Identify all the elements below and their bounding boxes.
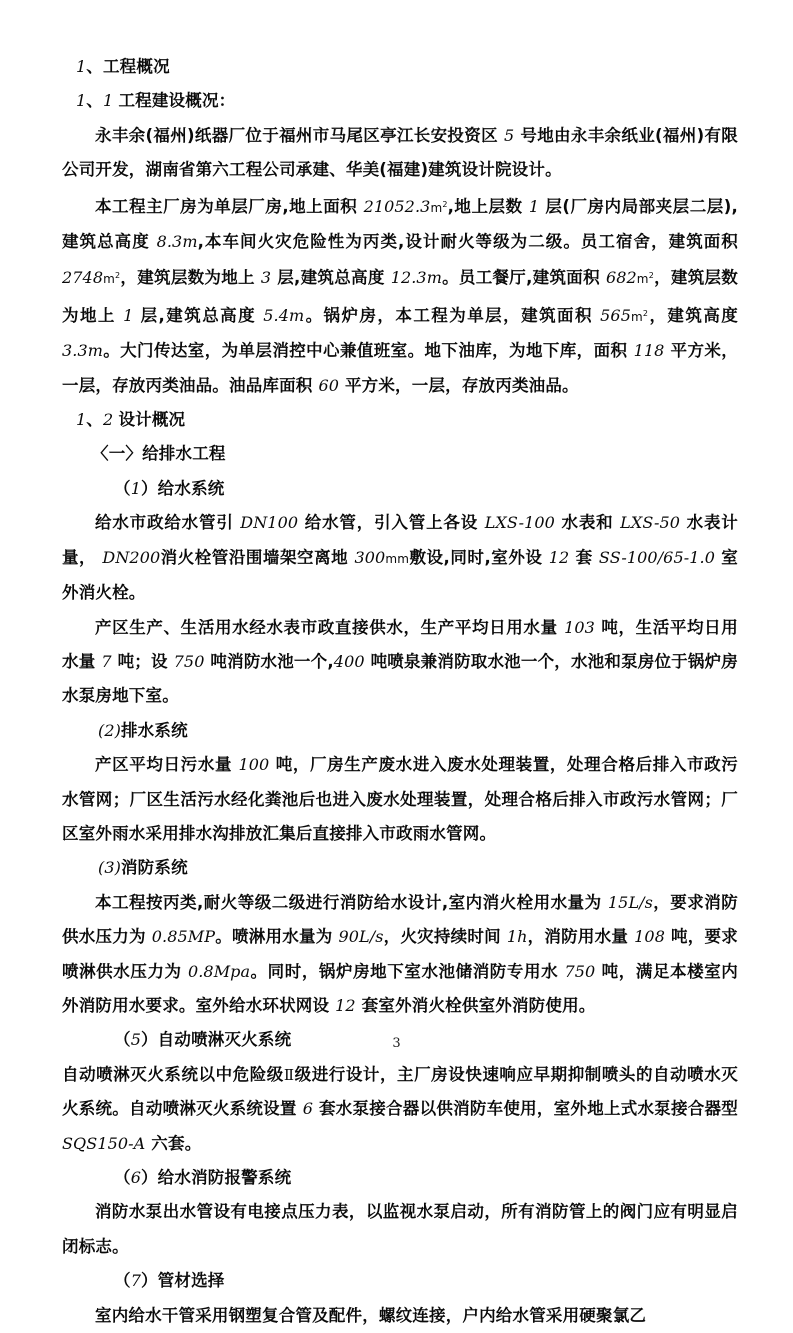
cjk-run: （ [114,1168,131,1187]
page-number: 3 [392,1036,401,1051]
latin-run: LXS-100 [484,513,555,533]
body-paragraph [62,748,738,851]
cjk-run: 、 [86,410,103,430]
cjk-run: 。大门传达室，为单层消控中心兼值班室。地下油库，为地下库，面积 [103,341,634,361]
cjk-run: ，建筑高度 [648,305,738,325]
cjk-run: ，要求消防供水压力为 [62,892,739,947]
latin-run: 103 [564,617,595,637]
cjk-run: 消防水泵出水管设有电接点压力表，以监视水泵启动，所有消防管上的阀门应有明显启闭标志。 [62,1202,738,1256]
latin-run: 60 [318,375,340,395]
latin-run: 3 [260,268,272,288]
latin-run: 6 [302,1099,313,1119]
page-body-text [62,50,738,1333]
latin-run: 108 [634,927,665,947]
latin-run: (3) [98,858,121,878]
body-paragraph [62,611,738,714]
cjk-run: ,本车间火灾危险性为丙类,设计耐火等级为二级。员工宿舍，建筑面积 [197,232,739,252]
cjk-run: 排水系统 [120,720,188,740]
unit-run: $m^2$ [430,199,448,215]
cjk-run: 室内给水干管采用钢塑复合管及配件，螺纹连接，户内给水管采用硬聚氯乙 [95,1305,647,1325]
cjk-run: 吨喷泉兼消防取水池一个，水池和泵房位于锅炉房 水泵房地下室。 [62,651,738,706]
latin-run: 2748 [62,268,104,288]
cjk-run: 产区生产、生活用水经水表市政直接供水，生产平均日用水量 [95,617,565,637]
cjk-run: 本工程主厂房为单层厂房,地上面积 [95,196,364,216]
latin-run: 750 [564,961,596,981]
cjk-run: 水表和 [554,513,621,533]
latin-run: 682 [605,268,637,288]
body-paragraph [62,119,738,188]
cjk-run: 给水管，引入管上各设 [298,513,485,533]
cjk-run: （ [114,478,131,498]
unit-run: $m^2$ [103,271,121,287]
latin-run: SQS150-A [62,1133,146,1153]
body-paragraph [62,886,738,1024]
cjk-run: 永丰余(福州)纸器厂位于福州市马尾区亭江长安投资区 [95,125,505,145]
section-heading [62,437,738,471]
section-heading [62,403,738,437]
cjk-run: 本工程按丙类,耐火等级二级进行消防给水设计,室内消火栓用水量为 [95,892,608,912]
latin-run: 1 [76,91,87,111]
latin-run: 21052.3 [363,196,431,216]
latin-run: 100 [238,755,270,775]
roman-numeral-run: Ⅱ [283,1065,295,1084]
latin-run: 0.8Mpa [187,961,251,981]
latin-run: 1 [123,305,134,325]
latin-run: 750 [173,651,205,671]
section-heading [62,472,738,506]
cjk-run: 六套。 [145,1133,202,1153]
cjk-run: 层,建筑总高度 [271,268,391,288]
section-heading [62,50,738,84]
latin-run: 12 [548,547,570,567]
cjk-run: 。锅炉房，本工程为单层，建筑面积 [304,305,601,325]
latin-run: 5 [504,125,515,145]
cjk-run: 。员工餐厅,建筑面积 [441,268,606,288]
cjk-run: （ [114,1030,131,1050]
cjk-run: ，火灾持续时间 [383,927,507,947]
latin-run: 300 [354,547,386,567]
latin-run: 400 [333,651,365,671]
cjk-run: 水表计量， [62,513,739,567]
latin-run: (2) [98,720,121,740]
cjk-run: 设计概况 [118,410,186,430]
cjk-run: 敷设,同时,室外设 [409,547,549,567]
cjk-run: 套水泵接合器以供消防车使用，室外地上式水泵接合器型 [312,1099,739,1119]
latin-run: 118 [633,341,665,361]
latin-run: 1 [528,196,540,216]
cjk-run: 、 [86,91,103,111]
cjk-run: 、工程概况 [86,57,170,76]
cjk-run: 给水市政给水管引 [95,513,241,533]
cjk-run: ）给水消防报警系统 [140,1168,292,1187]
cjk-run: 。同时，锅炉房地下室水池储消防专用水 [250,961,565,981]
latin-run: 2 [102,410,119,430]
cjk-run: ，消防用水量 [527,927,635,947]
cjk-run: 级进行设计，主厂房设快速响应早期抑制喷头的自动喷水灭火系统。自动喷淋灭火系统设置 [62,1064,738,1119]
cjk-run: 号地由永丰余纸业(福州)有限公司开发，湖南省第六工程公司承建、华美(福建)建筑设计院设计。 [62,125,738,180]
cjk-run: 产区平均日污水量 [95,755,239,775]
section-heading [62,84,738,118]
body-paragraph [62,1299,738,1333]
section-heading [62,851,738,885]
latin-run: 5.4m [263,305,305,325]
section-heading [62,1161,738,1195]
cjk-run: 室外消火栓。 [62,547,738,603]
body-paragraph [62,506,738,610]
cjk-run: 平方米，一层，存放丙类油品。油品库面积 [62,341,738,395]
cjk-run: ）给水系统 [140,478,225,498]
cjk-run: 吨，要求喷淋供水压力为 [62,927,738,981]
latin-run: 565 [600,305,631,325]
section-heading [62,714,738,748]
unit-run: $m^2$ [636,271,654,287]
latin-run: 5 [130,1030,141,1050]
cjk-run: 自动喷淋灭火系统以中危险级 [62,1064,284,1084]
body-paragraph [62,1195,738,1264]
body-paragraph [62,188,738,403]
cjk-run: ,地上层数 [447,196,529,216]
cjk-run: 平方米，一层，存放丙类油品。 [339,375,579,395]
cjk-run: ）管材选择 [140,1271,225,1291]
latin-run: 7 [130,1271,141,1291]
cjk-run: 消防系统 [120,858,188,878]
cjk-run: 层,建筑总高度 [133,305,264,325]
cjk-run: 消火栓管沿围墙架空离地 [160,547,355,567]
latin-run: 1 [130,478,141,498]
latin-run: 8.3m [156,232,198,252]
cjk-run: 。喷淋用水量为 [215,927,339,947]
cjk-run: ，建筑层数为地上 [62,268,739,325]
latin-run: 1 [76,410,87,430]
latin-run: DN100 [240,513,299,533]
body-paragraph [62,1058,738,1161]
latin-run: 90L/s [338,927,384,947]
cjk-run: 套室外消火栓供室外消防使用。 [355,995,596,1015]
latin-run: 12.3m [390,268,442,288]
latin-run: 0.85MP [151,927,216,947]
latin-run: 15L/s [607,892,653,912]
cjk-run: ）自动喷淋灭火系统 [140,1030,292,1050]
latin-run: SS-100/65-1.0 [598,547,715,567]
unit-run: $m^2$ [631,308,649,324]
cjk-run: 工程建设概况： [118,91,236,111]
latin-run: 6 [130,1168,141,1187]
latin-run: 1h [506,927,528,947]
latin-run: 1 [102,91,119,111]
latin-run: LXS-50 [620,513,681,533]
cjk-run: 吨，生活平均日用水量 [62,617,738,671]
cjk-run: 〈一〉给排水工程 [92,444,226,464]
cjk-run: 套 [569,547,599,567]
cjk-run: 层(厂房内局部夹层二层),建筑总高度 [62,196,738,252]
latin-run: 12 [335,995,356,1015]
cjk-run: 吨，厂房生产废水进入废水处理装置，处理合格后排入市政污水管网；厂区生活污水经化粪池后也进入废水处理装置，处理合格后排入市政污水管网；厂区室外雨水采用排水沟排放汇集后直接排入市政雨水管网。 [62,755,738,843]
latin-run: DN200 [102,547,161,567]
cjk-run: 吨，满足本楼室内外消防用水要求。室外给水环状网设 [62,961,738,1015]
cjk-run: （ [114,1271,131,1291]
unit-run: mm [385,551,410,566]
latin-run: 1 [76,57,87,76]
cjk-run: 吨；设 [111,651,174,671]
cjk-run: 吨消防水池一个, [204,651,334,671]
cjk-run: ，建筑层数为地上 [120,268,261,288]
latin-run: 3.3m [62,341,104,361]
latin-run: 7 [101,651,112,671]
section-heading [62,1264,738,1298]
